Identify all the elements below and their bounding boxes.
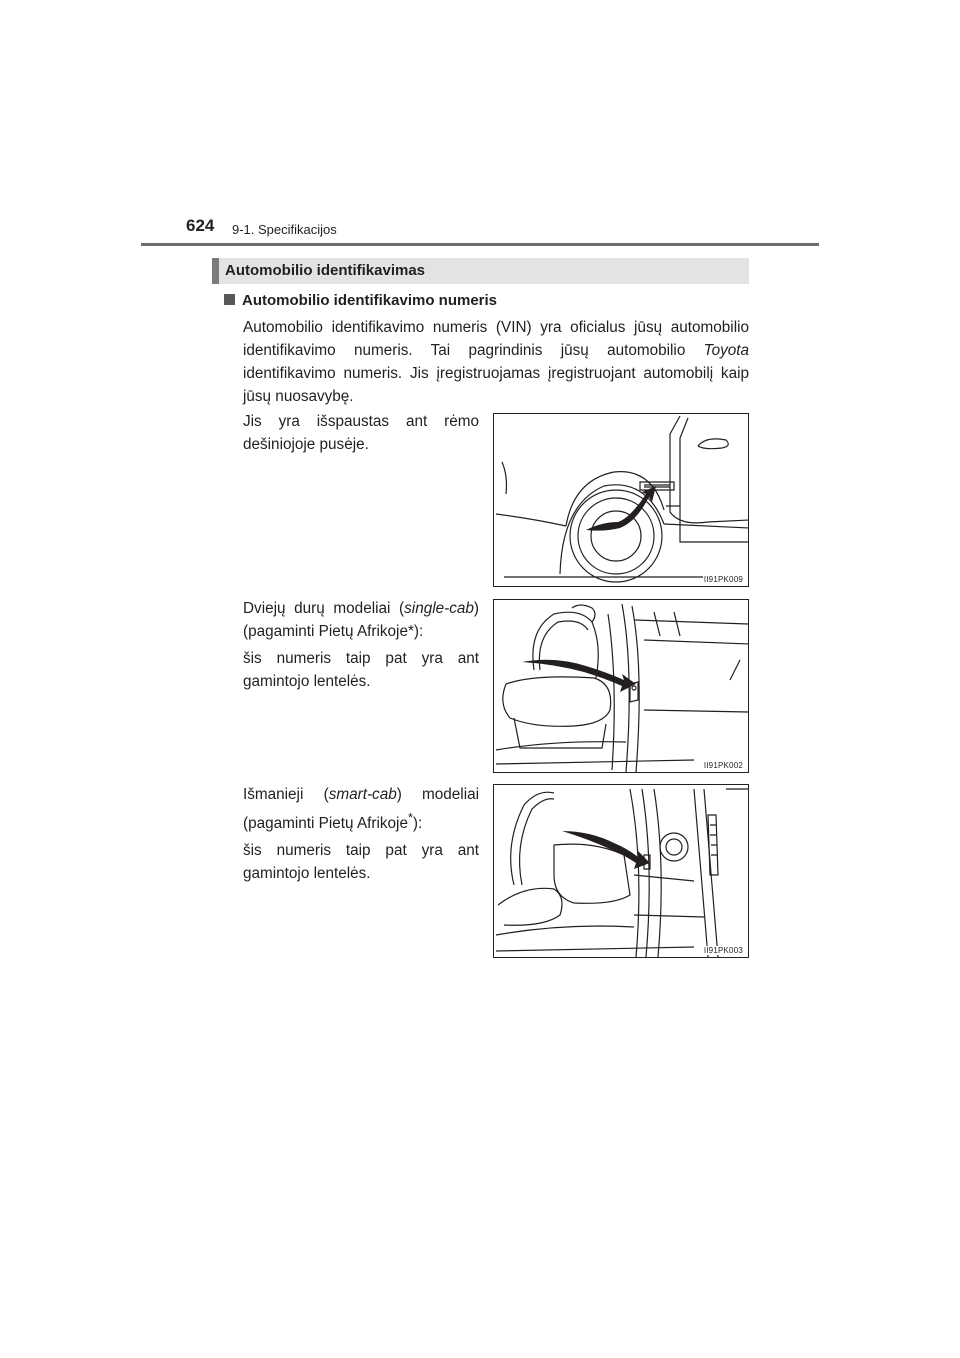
item-2-text-a: Dviejų durų modeliai ( <box>243 600 405 617</box>
figure-code: II91PK009 <box>703 575 743 584</box>
subheading-text: Automobilio identifikavimo numeris <box>242 292 498 309</box>
item-3-text-b: ) modeliai (pagaminti Pietų Afrikoje <box>243 786 480 833</box>
item-3-paragraph-2: šis numeris taip pat yra ant gamintojo lentelės. <box>243 842 479 883</box>
item-3-star: * <box>407 810 413 825</box>
figure-code: II91PK002 <box>703 761 743 770</box>
item-3-text-a: Išmanieji ( <box>243 786 329 803</box>
page-number: 624 <box>186 216 215 235</box>
item-2-text <box>243 597 479 693</box>
item-2-paragraph-2: šis numeris taip pat yra ant gamintojo lentelės. <box>243 650 479 690</box>
subheading <box>224 292 497 309</box>
single-cab-door-illustration <box>494 600 749 773</box>
heading-accent <box>212 258 219 284</box>
intro-part1: Automobilio identifikavimo numeris (VIN) yra oficialus jūsų automobilio identifikavimo numeris. Tai pagrindinis jūsų automobilio <box>243 319 749 359</box>
figure-frame-single-cab <box>493 599 749 773</box>
item-3-text-c: ): <box>412 815 423 833</box>
item-1-paragraph: Jis yra išspaustas ant rėmo dešiniojoje pusėje. <box>243 413 479 453</box>
section-heading-bar <box>212 258 749 284</box>
item-1-text <box>243 410 479 456</box>
item-3-text <box>243 783 479 885</box>
square-bullet-icon <box>224 294 235 305</box>
figure-frame-vin-location <box>493 413 749 587</box>
smart-cab-door-illustration <box>494 785 749 958</box>
intro-part2: identifikavimo numeris. Jis įregistruojamas įregistruojant automobilį kaip jūsų nuosavybę. <box>243 365 749 405</box>
figure-frame-smart-cab <box>493 784 749 958</box>
section-heading: Automobilio identifikavimas <box>225 262 426 279</box>
item-2-text-b: ) (pagaminti Pietų Afrikoje*): <box>243 600 479 640</box>
intro-brand: Toyota <box>703 342 749 359</box>
item-2-paragraph <box>243 597 479 643</box>
vehicle-rear-side-illustration <box>494 414 749 587</box>
item-3-paragraph <box>243 783 479 835</box>
intro-paragraph <box>243 316 749 408</box>
item-3-italic: smart-cab <box>328 786 397 803</box>
section-title: 9-1. Specifikacijos <box>232 222 337 237</box>
figure-code: II91PK003 <box>703 946 743 955</box>
item-2-italic: single-cab <box>404 600 474 617</box>
header-rule <box>141 243 819 246</box>
